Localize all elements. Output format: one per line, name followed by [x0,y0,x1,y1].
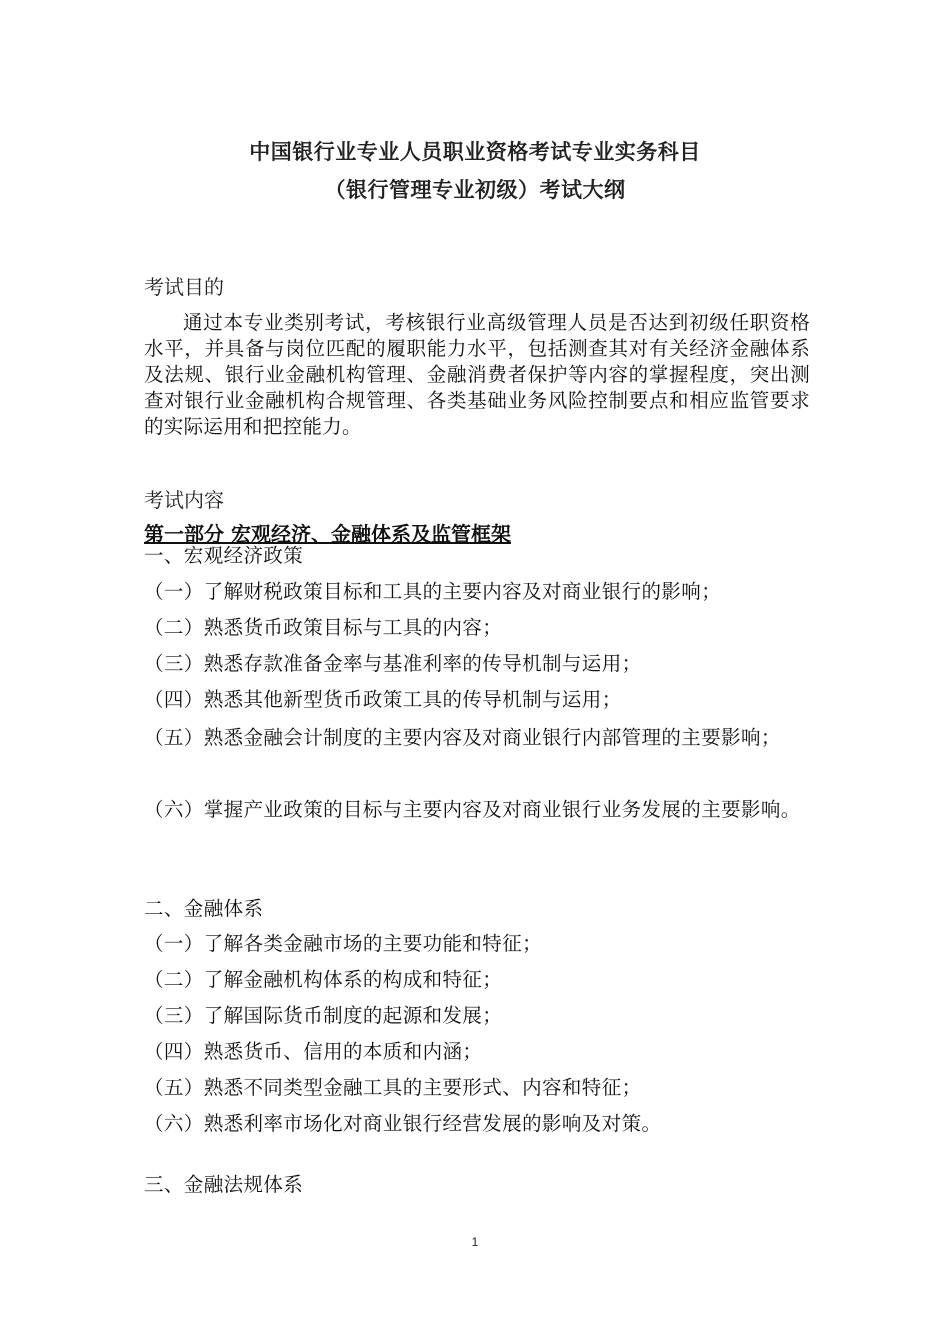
section2-item-1: （一）了解各类金融市场的主要功能和特征； [144,932,543,955]
section1-item-3: （三）熟悉存款准备金率与基准利率的传导机制与运用； [144,652,642,675]
section2-item-3: （三）了解国际货币制度的起源和发展； [144,1004,503,1027]
section3-title: 三、金融法规体系 [144,1173,304,1196]
document-title-line2: （银行管理专业初级）考试大纲 [324,178,626,202]
section2-item-4: （四）熟悉货币、信用的本质和内涵； [144,1040,483,1063]
section1-item-4: （四）熟悉其他新型货币政策工具的传导机制与运用； [144,688,622,711]
section2-item-6: （六）熟悉利率市场化对商业银行经营发展的影响及对策。 [144,1112,662,1135]
section2-item-2: （二）了解金融机构体系的构成和特征； [144,968,503,991]
section1-item-6: （六）掌握产业政策的目标与主要内容及对商业银行业务发展的主要影响。 [144,798,801,821]
section1-title: 一、宏观经济政策 [144,544,304,567]
document-title-line1: 中国银行业专业人员职业资格考试专业实务科目 [249,140,701,164]
section1-item-1: （一）了解财税政策目标和工具的主要内容及对商业银行的影响； [144,580,722,603]
section1-item-5: （五）熟悉金融会计制度的主要内容及对商业银行内部管理的主要影响； [144,726,781,749]
content-heading: 考试内容 [144,488,224,512]
purpose-paragraph: 通过本专业类别考试，考核银行业高级管理人员是否达到初级任职资格水平，并具备与岗位匹配的履职能力水平，包括测查其对有关经济金融体系及法规、银行业金融机构管理、金融消费者保护等内容的掌握程度，突出测查对银行业金融机构合规管理、各类基础业务风险控制要点和相应监管要求的实际运用和把控能力。 [144,311,810,438]
section1-item-2: （二）熟悉货币政策目标与工具的内容； [144,616,503,639]
purpose-heading: 考试目的 [144,275,224,299]
section2-title: 二、金融体系 [144,897,264,920]
section2-item-5: （五）熟悉不同类型金融工具的主要形式、内容和特征； [144,1076,642,1099]
page-number: 1 [471,1235,479,1249]
part1-title: 第一部分 宏观经济、金融体系及监管框架 [144,522,511,546]
